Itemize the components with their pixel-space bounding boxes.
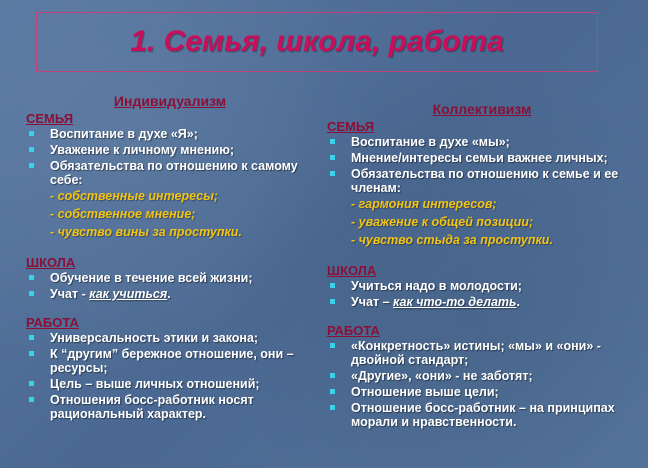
bullet-icon [29,275,34,280]
sub-item: - чувство стыда за проступки. [351,233,553,247]
bullet-icon [29,131,34,136]
right-family-list [327,135,637,247]
bullet-icon [29,397,34,402]
bullet-icon [330,405,335,410]
title-frame [36,12,598,72]
bullet-icon [330,171,335,176]
bullet-icon [29,381,34,386]
bullet-icon [29,163,34,168]
bullet-icon [29,147,34,152]
list-item: Обязательства по отношению к семье и ее членам: [327,167,637,195]
list-item: Отношение босс-работник – на принципах морали и нравственности. [327,401,637,429]
collectivism-column [327,93,637,431]
list-item: Учат – как что-то делать. [327,295,637,309]
sub-item: - чувство вины за проступки. [50,225,242,239]
bullet-icon [29,351,34,356]
bullet-icon [330,139,335,144]
list-item: Учат - как учиться. [26,287,324,301]
individualism-column [26,93,324,423]
list-item: «Другие», «они» - не заботят; [327,369,637,383]
bullet-icon [330,283,335,288]
bullet-icon [330,299,335,304]
list-item: «Конкретность» истины; «мы» и «они» - двойной стандарт; [327,339,637,367]
right-school-list [327,279,637,309]
slide-title: 1. Семья, школа, работа [130,25,504,58]
list-item: К “другим” бережное отношение, они – ресурсы; [26,347,324,375]
list-item: Универсальность этики и закона; [26,331,324,345]
list-item: Учиться надо в молодости; [327,279,637,293]
emphasis-text: как что-то делать [393,295,517,309]
sub-item: - уважение к общей позиции; [351,215,534,229]
right-school-label: ШКОЛА [327,263,377,278]
bullet-icon [29,291,34,296]
bullet-icon [330,389,335,394]
left-school-label: ШКОЛА [26,255,76,270]
list-item: Воспитание в духе «Я»; [26,127,324,141]
bullet-icon [330,343,335,348]
bullet-icon [330,373,335,378]
left-school-list [26,271,324,301]
sub-item: - гармония интересов; [351,197,497,211]
right-family-label: СЕМЬЯ [327,119,375,134]
left-work-label: РАБОТА [26,315,79,330]
list-item: Цель – выше личных отношений; [26,377,324,391]
list-item: Обучение в течение всей жизни; [26,271,324,285]
list-item: Отношение выше цели; [327,385,637,399]
right-work-list [327,339,637,429]
list-item: Отношения босс-работник носят рациональный характер. [26,393,324,421]
sub-item: - собственные интересы; [50,189,219,203]
list-item: Мнение/интересы семьи важнее личных; [327,151,637,165]
left-family-label: СЕМЬЯ [26,111,74,126]
list-item: Уважение к личному мнению; [26,143,324,157]
list-item: Обязательства по отношению к самому себе: [26,159,324,187]
collectivism-heading: Коллективизм [432,101,532,117]
individualism-heading: Индивидуализм [113,93,227,109]
emphasis-text: как учиться [89,287,168,301]
list-item: Воспитание в духе «мы»; [327,135,637,149]
sub-item: - собственное мнение; [50,207,196,221]
bullet-icon [29,335,34,340]
left-work-list [26,331,324,421]
right-work-label: РАБОТА [327,323,380,338]
bullet-icon [330,155,335,160]
left-family-list [26,127,324,239]
